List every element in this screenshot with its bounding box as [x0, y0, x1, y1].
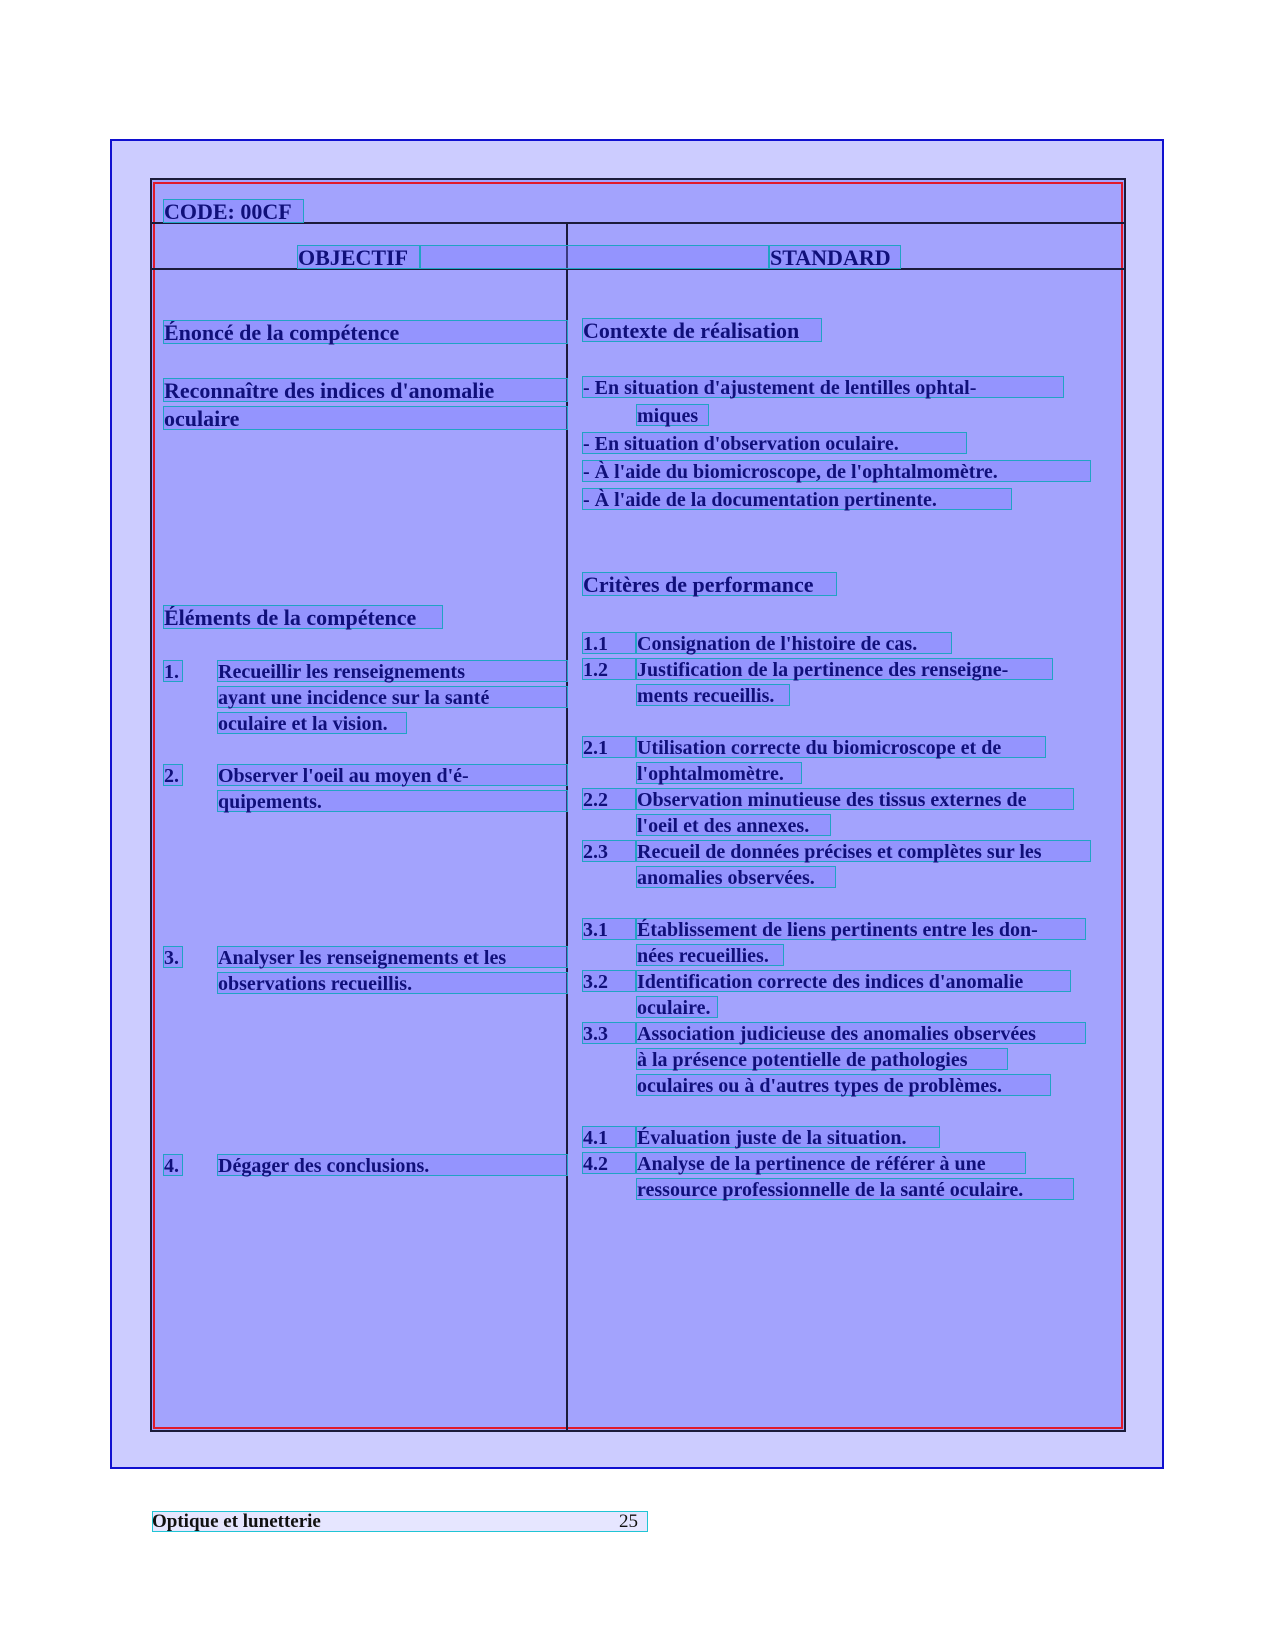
critere-1-1-line-1: Consignation de l'histoire de cas.	[636, 632, 952, 654]
code-label: CODE: 00CF	[163, 199, 304, 223]
element-1-line-1: Recueillir les renseignements	[217, 660, 568, 682]
column-divider	[566, 223, 568, 1431]
element-2-number: 2.	[163, 764, 183, 786]
critere-4-2-number: 4.2	[582, 1152, 636, 1174]
element-1-line-3: oculaire et la vision.	[217, 712, 407, 734]
critere-2-3-line-2: anomalies observées.	[636, 866, 836, 888]
contexte-item-1-cont: miques	[636, 404, 709, 426]
element-4-line-1: Dégager des conclusions.	[217, 1154, 568, 1176]
critere-2-3-line-1: Recueil de données précises et complètes sur les	[636, 840, 1091, 862]
critere-1-2-number: 1.2	[582, 658, 636, 680]
element-3-number: 3.	[163, 946, 183, 968]
element-1-line-2: ayant une incidence sur la santé	[217, 686, 568, 708]
critere-2-1-number: 2.1	[582, 736, 636, 758]
contexte-item-1: - En situation d'ajustement de lentilles ophtal-	[582, 376, 1064, 398]
critere-4-1-number: 4.1	[582, 1126, 636, 1148]
critere-1-1-number: 1.1	[582, 632, 636, 654]
col-standard-header: STANDARD	[769, 245, 901, 269]
critere-3-2-line-1: Identification correcte des indices d'anomalie	[636, 970, 1071, 992]
critere-2-1-line-2: l'ophtalmomètre.	[636, 762, 802, 784]
critere-3-1-line-2: nées recueillies.	[636, 944, 784, 966]
footer-page-number: 25	[619, 1511, 638, 1532]
critere-3-1-line-1: Établissement de liens pertinents entre les don-	[636, 918, 1086, 940]
enonce-line-1: Reconnaître des indices d'anomalie	[163, 378, 568, 402]
critere-1-2-line-1: Justification de la pertinence des renseigne-	[636, 658, 1053, 680]
col-header-band	[420, 245, 769, 269]
footer-title: Optique et lunetterie	[152, 1511, 321, 1532]
contexte-item-4: - À l'aide de la documentation pertinente.	[582, 488, 1012, 510]
enonce-title: Énoncé de la compétence	[163, 320, 568, 344]
critere-3-2-line-2: oculaire.	[636, 996, 718, 1018]
element-4-number: 4.	[163, 1154, 183, 1176]
critere-2-2-line-1: Observation minutieuse des tissus externes de	[636, 788, 1074, 810]
element-1-number: 1.	[163, 660, 183, 682]
element-3-line-2: observations recueillis.	[217, 972, 568, 994]
contexte-title: Contexte de réalisation	[582, 318, 822, 342]
contexte-item-2: - En situation d'observation oculaire.	[582, 432, 967, 454]
critere-2-2-number: 2.2	[582, 788, 636, 810]
criteres-title: Critères de performance	[582, 572, 837, 596]
element-3-line-1: Analyser les renseignements et les	[217, 946, 568, 968]
element-2-line-1: Observer l'oeil au moyen d'é-	[217, 764, 568, 786]
critere-4-1-line-1: Évaluation juste de la situation.	[636, 1126, 940, 1148]
critere-3-3-number: 3.3	[582, 1022, 636, 1044]
elements-title: Éléments de la compétence	[163, 605, 443, 629]
critere-2-1-line-1: Utilisation correcte du biomicroscope et de	[636, 736, 1046, 758]
element-2-line-2: quipements.	[217, 790, 568, 812]
critere-2-2-line-2: l'oeil et des annexes.	[636, 814, 831, 836]
enonce-line-2: oculaire	[163, 406, 568, 430]
critere-4-2-line-2: ressource professionnelle de la santé oculaire.	[636, 1178, 1074, 1200]
critere-3-3-line-1: Association judicieuse des anomalies observées	[636, 1022, 1086, 1044]
critere-1-2-line-2: ments recueillis.	[636, 684, 790, 706]
col-objectif-header: OBJECTIF	[297, 245, 420, 269]
critere-4-2-line-1: Analyse de la pertinence de référer à une	[636, 1152, 1026, 1174]
critere-3-2-number: 3.2	[582, 970, 636, 992]
critere-3-3-line-3: oculaires ou à d'autres types de problèmes.	[636, 1074, 1051, 1096]
critere-2-3-number: 2.3	[582, 840, 636, 862]
contexte-item-3: - À l'aide du biomicroscope, de l'ophtalmomètre.	[582, 460, 1091, 482]
critere-3-1-number: 3.1	[582, 918, 636, 940]
critere-3-3-line-2: à la présence potentielle de pathologies	[636, 1048, 1008, 1070]
